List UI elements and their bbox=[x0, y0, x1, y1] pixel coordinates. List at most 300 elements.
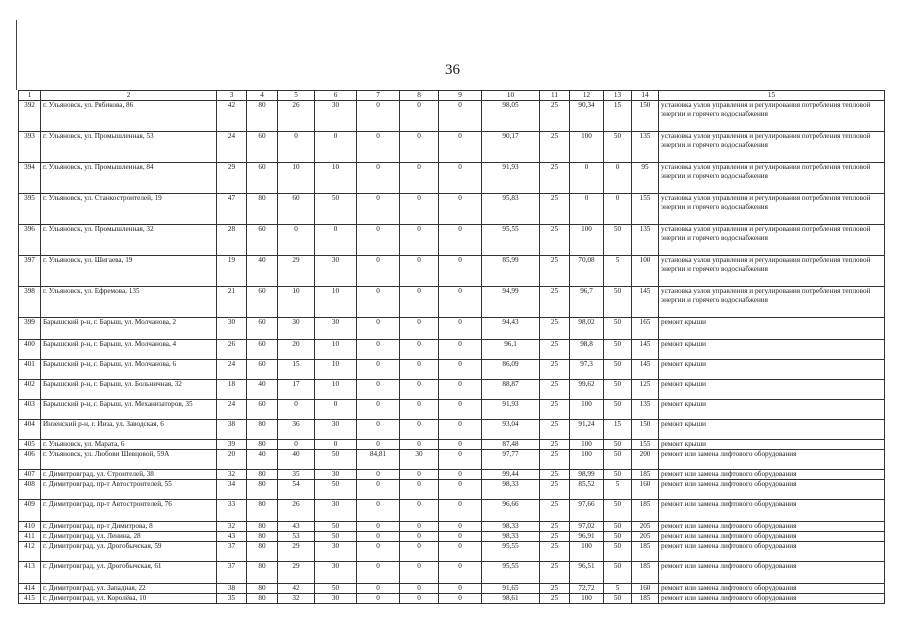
cell-col-14: 185 bbox=[632, 500, 659, 522]
cell-row-number: 415 bbox=[19, 594, 41, 604]
table-row bbox=[19, 400, 885, 420]
cell-address: г. Димитровград, пр-т Автостроителей, 55 bbox=[41, 480, 217, 500]
cell-work-type: ремонт или замена лифтового оборудования bbox=[659, 470, 885, 480]
cell-col-7: 0 bbox=[357, 380, 400, 400]
cell-col-10: 86,09 bbox=[482, 360, 540, 380]
cell-col-10: 93,04 bbox=[482, 420, 540, 440]
cell-col-6: 30 bbox=[315, 542, 357, 562]
cell-col-4: 40 bbox=[247, 450, 278, 470]
cell-address: г. Ульяновск, ул. Марата, 6 bbox=[41, 440, 217, 450]
cell-col-5: 29 bbox=[278, 256, 315, 287]
cell-col-5: 35 bbox=[278, 470, 315, 480]
cell-col-6: 50 bbox=[315, 522, 357, 532]
cell-col-4: 60 bbox=[247, 400, 278, 420]
data-table bbox=[18, 90, 885, 604]
table-row bbox=[19, 522, 885, 532]
cell-col-4: 60 bbox=[247, 340, 278, 360]
cell-work-type: ремонт или замена лифтового оборудования bbox=[659, 542, 885, 562]
cell-col-13: 50 bbox=[604, 225, 632, 256]
cell-col-8: 0 bbox=[400, 532, 439, 542]
column-header: 8 bbox=[400, 91, 439, 101]
table-row bbox=[19, 163, 885, 194]
cell-col-5: 36 bbox=[278, 420, 315, 440]
cell-col-8: 0 bbox=[400, 400, 439, 420]
cell-col-8: 0 bbox=[400, 440, 439, 450]
cell-col-13: 50 bbox=[604, 542, 632, 562]
cell-col-14: 100 bbox=[632, 256, 659, 287]
cell-col-4: 80 bbox=[247, 101, 278, 132]
cell-address: Барышский р-н, г. Барыш, ул. Молчанова, 6 bbox=[41, 360, 217, 380]
cell-work-type: ремонт или замена лифтового оборудования bbox=[659, 594, 885, 604]
table-row bbox=[19, 584, 885, 594]
cell-col-14: 125 bbox=[632, 380, 659, 400]
cell-col-4: 80 bbox=[247, 522, 278, 532]
cell-col-14: 185 bbox=[632, 542, 659, 562]
table-row bbox=[19, 440, 885, 450]
cell-col-5: 26 bbox=[278, 101, 315, 132]
cell-col-6: 30 bbox=[315, 562, 357, 584]
cell-col-4: 80 bbox=[247, 440, 278, 450]
cell-col-6: 50 bbox=[315, 532, 357, 542]
cell-col-5: 29 bbox=[278, 542, 315, 562]
cell-col-6: 50 bbox=[315, 450, 357, 470]
cell-col-6: 0 bbox=[315, 400, 357, 420]
cell-col-6: 10 bbox=[315, 287, 357, 318]
cell-row-number: 403 bbox=[19, 400, 41, 420]
cell-work-type: ремонт крыши bbox=[659, 340, 885, 360]
cell-address: Барышский р-н, г. Барыш, ул. Механизаторов, 35 bbox=[41, 400, 217, 420]
cell-row-number: 399 bbox=[19, 318, 41, 340]
cell-col-11: 25 bbox=[540, 340, 570, 360]
cell-col-3: 37 bbox=[217, 542, 247, 562]
cell-col-12: 100 bbox=[570, 450, 604, 470]
cell-col-11: 25 bbox=[540, 101, 570, 132]
cell-address: г. Ульяновск, ул. Рябикова, 86 bbox=[41, 101, 217, 132]
cell-col-9: 0 bbox=[439, 440, 482, 450]
cell-col-7: 0 bbox=[357, 500, 400, 522]
cell-col-4: 80 bbox=[247, 532, 278, 542]
cell-address: г. Димитровград, ул. Дрогобычская, 61 bbox=[41, 562, 217, 584]
header-row bbox=[19, 91, 885, 101]
cell-col-10: 98,33 bbox=[482, 522, 540, 532]
cell-col-5: 10 bbox=[278, 287, 315, 318]
cell-row-number: 396 bbox=[19, 225, 41, 256]
column-header: 6 bbox=[315, 91, 357, 101]
cell-work-type: установка узлов управления и регулирования потребления тепловой энергии и горячего водоснабжения bbox=[659, 101, 885, 132]
cell-col-10: 95,83 bbox=[482, 194, 540, 225]
cell-col-6: 0 bbox=[315, 132, 357, 163]
cell-col-13: 5 bbox=[604, 256, 632, 287]
cell-row-number: 410 bbox=[19, 522, 41, 532]
cell-col-11: 25 bbox=[540, 532, 570, 542]
table-row bbox=[19, 256, 885, 287]
cell-col-7: 0 bbox=[357, 340, 400, 360]
cell-col-5: 30 bbox=[278, 318, 315, 340]
cell-col-7: 0 bbox=[357, 584, 400, 594]
cell-col-3: 28 bbox=[217, 225, 247, 256]
cell-col-11: 25 bbox=[540, 256, 570, 287]
cell-col-6: 30 bbox=[315, 101, 357, 132]
cell-col-3: 42 bbox=[217, 101, 247, 132]
cell-col-8: 0 bbox=[400, 132, 439, 163]
cell-col-3: 35 bbox=[217, 594, 247, 604]
cell-col-6: 0 bbox=[315, 225, 357, 256]
cell-row-number: 402 bbox=[19, 380, 41, 400]
cell-col-12: 100 bbox=[570, 225, 604, 256]
cell-col-10: 96,66 bbox=[482, 500, 540, 522]
cell-col-12: 100 bbox=[570, 594, 604, 604]
cell-col-5: 29 bbox=[278, 562, 315, 584]
cell-col-5: 54 bbox=[278, 480, 315, 500]
cell-col-12: 97,3 bbox=[570, 360, 604, 380]
table-row bbox=[19, 194, 885, 225]
cell-col-6: 10 bbox=[315, 360, 357, 380]
cell-col-4: 80 bbox=[247, 480, 278, 500]
table-row bbox=[19, 225, 885, 256]
cell-row-number: 398 bbox=[19, 287, 41, 318]
cell-col-5: 26 bbox=[278, 500, 315, 522]
cell-col-11: 25 bbox=[540, 420, 570, 440]
cell-row-number: 409 bbox=[19, 500, 41, 522]
table-row bbox=[19, 542, 885, 562]
cell-col-11: 25 bbox=[540, 562, 570, 584]
cell-col-14: 150 bbox=[632, 101, 659, 132]
cell-col-11: 25 bbox=[540, 500, 570, 522]
cell-work-type: ремонт крыши bbox=[659, 318, 885, 340]
cell-col-11: 25 bbox=[540, 470, 570, 480]
cell-col-3: 32 bbox=[217, 522, 247, 532]
cell-col-12: 91,24 bbox=[570, 420, 604, 440]
cell-address: г. Димитровград, ул. Строителей, 38 bbox=[41, 470, 217, 480]
cell-row-number: 400 bbox=[19, 340, 41, 360]
cell-col-13: 50 bbox=[604, 287, 632, 318]
cell-col-11: 25 bbox=[540, 450, 570, 470]
cell-col-3: 30 bbox=[217, 318, 247, 340]
cell-col-12: 0 bbox=[570, 163, 604, 194]
cell-col-10: 91,93 bbox=[482, 163, 540, 194]
cell-work-type: ремонт или замена лифтового оборудования bbox=[659, 500, 885, 522]
cell-col-13: 0 bbox=[604, 163, 632, 194]
cell-col-4: 60 bbox=[247, 132, 278, 163]
table-row bbox=[19, 420, 885, 440]
cell-col-9: 0 bbox=[439, 132, 482, 163]
cell-col-6: 30 bbox=[315, 500, 357, 522]
cell-col-9: 0 bbox=[439, 287, 482, 318]
cell-col-13: 50 bbox=[604, 340, 632, 360]
cell-col-10: 95,55 bbox=[482, 562, 540, 584]
cell-col-10: 94,43 bbox=[482, 318, 540, 340]
cell-col-13: 50 bbox=[604, 318, 632, 340]
cell-col-4: 60 bbox=[247, 163, 278, 194]
cell-col-12: 98,99 bbox=[570, 470, 604, 480]
table-row bbox=[19, 500, 885, 522]
cell-col-3: 24 bbox=[217, 360, 247, 380]
cell-col-7: 0 bbox=[357, 132, 400, 163]
cell-col-12: 100 bbox=[570, 542, 604, 562]
cell-col-7: 0 bbox=[357, 480, 400, 500]
cell-col-14: 135 bbox=[632, 225, 659, 256]
cell-col-10: 88,87 bbox=[482, 380, 540, 400]
cell-col-3: 38 bbox=[217, 420, 247, 440]
cell-col-7: 0 bbox=[357, 562, 400, 584]
cell-col-7: 0 bbox=[357, 400, 400, 420]
cell-col-8: 0 bbox=[400, 287, 439, 318]
cell-col-7: 0 bbox=[357, 522, 400, 532]
cell-col-7: 0 bbox=[357, 594, 400, 604]
cell-col-3: 39 bbox=[217, 440, 247, 450]
cell-col-7: 0 bbox=[357, 101, 400, 132]
column-header: 13 bbox=[604, 91, 632, 101]
column-header: 14 bbox=[632, 91, 659, 101]
cell-col-3: 47 bbox=[217, 194, 247, 225]
page-number: 36 bbox=[445, 62, 460, 78]
cell-col-12: 72,72 bbox=[570, 584, 604, 594]
cell-col-14: 165 bbox=[632, 318, 659, 340]
cell-col-12: 85,52 bbox=[570, 480, 604, 500]
cell-col-8: 0 bbox=[400, 470, 439, 480]
cell-work-type: ремонт крыши bbox=[659, 400, 885, 420]
cell-col-4: 80 bbox=[247, 500, 278, 522]
cell-work-type: установка узлов управления и регулирования потребления тепловой энергии и горячего водоснабжения bbox=[659, 287, 885, 318]
cell-col-11: 25 bbox=[540, 225, 570, 256]
cell-col-14: 145 bbox=[632, 340, 659, 360]
cell-col-13: 50 bbox=[604, 470, 632, 480]
cell-col-13: 15 bbox=[604, 420, 632, 440]
cell-col-5: 43 bbox=[278, 522, 315, 532]
cell-col-10: 91,65 bbox=[482, 584, 540, 594]
cell-col-14: 95 bbox=[632, 163, 659, 194]
cell-col-8: 0 bbox=[400, 256, 439, 287]
cell-row-number: 404 bbox=[19, 420, 41, 440]
cell-col-12: 96,91 bbox=[570, 532, 604, 542]
cell-col-9: 0 bbox=[439, 522, 482, 532]
cell-col-5: 60 bbox=[278, 194, 315, 225]
cell-col-3: 43 bbox=[217, 532, 247, 542]
cell-col-5: 0 bbox=[278, 400, 315, 420]
column-header: 1 bbox=[19, 91, 41, 101]
cell-col-12: 97,02 bbox=[570, 522, 604, 532]
table-row bbox=[19, 480, 885, 500]
cell-col-12: 100 bbox=[570, 132, 604, 163]
cell-col-7: 0 bbox=[357, 287, 400, 318]
table-row bbox=[19, 450, 885, 470]
cell-col-13: 5 bbox=[604, 480, 632, 500]
cell-col-13: 50 bbox=[604, 400, 632, 420]
cell-address: Барышский р-н, г. Барыш, ул. Молчанова, 4 bbox=[41, 340, 217, 360]
cell-row-number: 401 bbox=[19, 360, 41, 380]
cell-col-3: 26 bbox=[217, 340, 247, 360]
cell-col-10: 97,77 bbox=[482, 450, 540, 470]
cell-col-14: 150 bbox=[632, 420, 659, 440]
cell-col-4: 60 bbox=[247, 225, 278, 256]
cell-col-14: 205 bbox=[632, 522, 659, 532]
cell-col-8: 30 bbox=[400, 450, 439, 470]
margin-rule bbox=[16, 20, 17, 90]
cell-col-5: 10 bbox=[278, 163, 315, 194]
cell-col-6: 50 bbox=[315, 584, 357, 594]
table-row bbox=[19, 380, 885, 400]
cell-col-3: 20 bbox=[217, 450, 247, 470]
cell-row-number: 392 bbox=[19, 101, 41, 132]
cell-col-12: 100 bbox=[570, 400, 604, 420]
cell-row-number: 394 bbox=[19, 163, 41, 194]
cell-col-14: 145 bbox=[632, 360, 659, 380]
column-header: 3 bbox=[217, 91, 247, 101]
cell-col-4: 40 bbox=[247, 256, 278, 287]
cell-col-6: 30 bbox=[315, 470, 357, 480]
cell-col-4: 80 bbox=[247, 470, 278, 480]
column-header: 15 bbox=[659, 91, 885, 101]
cell-col-3: 32 bbox=[217, 470, 247, 480]
cell-col-7: 0 bbox=[357, 360, 400, 380]
column-header: 2 bbox=[41, 91, 217, 101]
cell-col-3: 24 bbox=[217, 132, 247, 163]
cell-col-5: 20 bbox=[278, 340, 315, 360]
cell-address: г. Ульяновск, ул. Шигаева, 19 bbox=[41, 256, 217, 287]
cell-col-12: 99,62 bbox=[570, 380, 604, 400]
cell-col-13: 50 bbox=[604, 440, 632, 450]
cell-col-13: 0 bbox=[604, 194, 632, 225]
cell-address: г. Ульяновск, ул. Станкостроителей, 19 bbox=[41, 194, 217, 225]
cell-col-3: 34 bbox=[217, 480, 247, 500]
column-header: 10 bbox=[482, 91, 540, 101]
cell-col-12: 97,66 bbox=[570, 500, 604, 522]
cell-col-9: 0 bbox=[439, 594, 482, 604]
cell-col-5: 32 bbox=[278, 594, 315, 604]
cell-col-9: 0 bbox=[439, 256, 482, 287]
cell-col-9: 0 bbox=[439, 360, 482, 380]
cell-col-8: 0 bbox=[400, 562, 439, 584]
cell-col-9: 0 bbox=[439, 400, 482, 420]
cell-col-13: 50 bbox=[604, 132, 632, 163]
cell-address: г. Димитровград, ул. Западная, 22 bbox=[41, 584, 217, 594]
cell-address: Инзенский р-н, г. Инза, ул. Заводская, 6 bbox=[41, 420, 217, 440]
cell-col-7: 0 bbox=[357, 194, 400, 225]
cell-address: г. Димитровград, ул. Королёва, 10 bbox=[41, 594, 217, 604]
table-row bbox=[19, 594, 885, 604]
cell-col-14: 135 bbox=[632, 400, 659, 420]
cell-row-number: 408 bbox=[19, 480, 41, 500]
cell-address: г. Ульяновск, ул. Промышленная, 84 bbox=[41, 163, 217, 194]
table-row bbox=[19, 287, 885, 318]
cell-row-number: 406 bbox=[19, 450, 41, 470]
cell-col-7: 0 bbox=[357, 542, 400, 562]
cell-col-8: 0 bbox=[400, 101, 439, 132]
cell-row-number: 414 bbox=[19, 584, 41, 594]
cell-col-10: 98,33 bbox=[482, 532, 540, 542]
cell-col-14: 145 bbox=[632, 287, 659, 318]
cell-address: Барышский р-н, г. Барыш, ул. Больничная, 32 bbox=[41, 380, 217, 400]
cell-col-14: 160 bbox=[632, 480, 659, 500]
cell-col-3: 37 bbox=[217, 562, 247, 584]
cell-col-12: 96,51 bbox=[570, 562, 604, 584]
cell-col-6: 30 bbox=[315, 594, 357, 604]
cell-col-6: 50 bbox=[315, 480, 357, 500]
cell-col-13: 50 bbox=[604, 522, 632, 532]
cell-col-8: 0 bbox=[400, 360, 439, 380]
cell-row-number: 407 bbox=[19, 470, 41, 480]
cell-col-3: 19 bbox=[217, 256, 247, 287]
cell-col-12: 90,34 bbox=[570, 101, 604, 132]
cell-col-11: 25 bbox=[540, 594, 570, 604]
table-row bbox=[19, 532, 885, 542]
cell-col-14: 185 bbox=[632, 562, 659, 584]
cell-col-5: 17 bbox=[278, 380, 315, 400]
cell-col-6: 30 bbox=[315, 420, 357, 440]
cell-row-number: 397 bbox=[19, 256, 41, 287]
cell-col-9: 0 bbox=[439, 163, 482, 194]
cell-col-14: 185 bbox=[632, 594, 659, 604]
cell-col-7: 84,81 bbox=[357, 450, 400, 470]
cell-col-12: 100 bbox=[570, 440, 604, 450]
cell-col-5: 15 bbox=[278, 360, 315, 380]
cell-col-14: 200 bbox=[632, 450, 659, 470]
cell-col-10: 87,48 bbox=[482, 440, 540, 450]
cell-col-7: 0 bbox=[357, 440, 400, 450]
cell-col-10: 90,17 bbox=[482, 132, 540, 163]
cell-col-11: 25 bbox=[540, 132, 570, 163]
column-header: 7 bbox=[357, 91, 400, 101]
cell-col-9: 0 bbox=[439, 584, 482, 594]
cell-col-8: 0 bbox=[400, 340, 439, 360]
cell-col-8: 0 bbox=[400, 594, 439, 604]
cell-col-13: 50 bbox=[604, 360, 632, 380]
table-row bbox=[19, 318, 885, 340]
cell-col-8: 0 bbox=[400, 163, 439, 194]
cell-col-12: 70,08 bbox=[570, 256, 604, 287]
cell-address: г. Ульяновск, ул. Промышленная, 53 bbox=[41, 132, 217, 163]
cell-row-number: 393 bbox=[19, 132, 41, 163]
cell-col-8: 0 bbox=[400, 420, 439, 440]
cell-col-3: 33 bbox=[217, 500, 247, 522]
cell-work-type: ремонт или замена лифтового оборудования bbox=[659, 450, 885, 470]
cell-address: Барышский р-н, г. Барыш, ул. Молчанова, 2 bbox=[41, 318, 217, 340]
cell-col-4: 60 bbox=[247, 318, 278, 340]
cell-col-7: 0 bbox=[357, 256, 400, 287]
table-row bbox=[19, 340, 885, 360]
cell-col-3: 21 bbox=[217, 287, 247, 318]
cell-col-5: 0 bbox=[278, 440, 315, 450]
column-header: 4 bbox=[247, 91, 278, 101]
cell-col-9: 0 bbox=[439, 420, 482, 440]
cell-col-7: 0 bbox=[357, 470, 400, 480]
cell-col-9: 0 bbox=[439, 542, 482, 562]
cell-address: г. Димитровград, пр-т Димитрова, 8 bbox=[41, 522, 217, 532]
cell-work-type: ремонт крыши bbox=[659, 440, 885, 450]
cell-col-11: 25 bbox=[540, 163, 570, 194]
cell-col-14: 155 bbox=[632, 194, 659, 225]
cell-col-14: 135 bbox=[632, 132, 659, 163]
cell-col-10: 95,55 bbox=[482, 225, 540, 256]
cell-col-9: 0 bbox=[439, 101, 482, 132]
cell-row-number: 412 bbox=[19, 542, 41, 562]
cell-col-10: 96,1 bbox=[482, 340, 540, 360]
cell-col-4: 60 bbox=[247, 287, 278, 318]
cell-col-6: 10 bbox=[315, 380, 357, 400]
cell-work-type: ремонт или замена лифтового оборудования bbox=[659, 522, 885, 532]
cell-col-13: 15 bbox=[604, 101, 632, 132]
cell-col-11: 25 bbox=[540, 542, 570, 562]
cell-address: г. Ульяновск, ул. Промышленная, 32 bbox=[41, 225, 217, 256]
cell-address: г. Ульяновск, ул. Любови Шевцовой, 59А bbox=[41, 450, 217, 470]
cell-col-5: 0 bbox=[278, 132, 315, 163]
column-header: 12 bbox=[570, 91, 604, 101]
cell-col-6: 50 bbox=[315, 194, 357, 225]
cell-col-9: 0 bbox=[439, 480, 482, 500]
cell-row-number: 395 bbox=[19, 194, 41, 225]
cell-col-14: 155 bbox=[632, 440, 659, 450]
cell-col-6: 30 bbox=[315, 256, 357, 287]
